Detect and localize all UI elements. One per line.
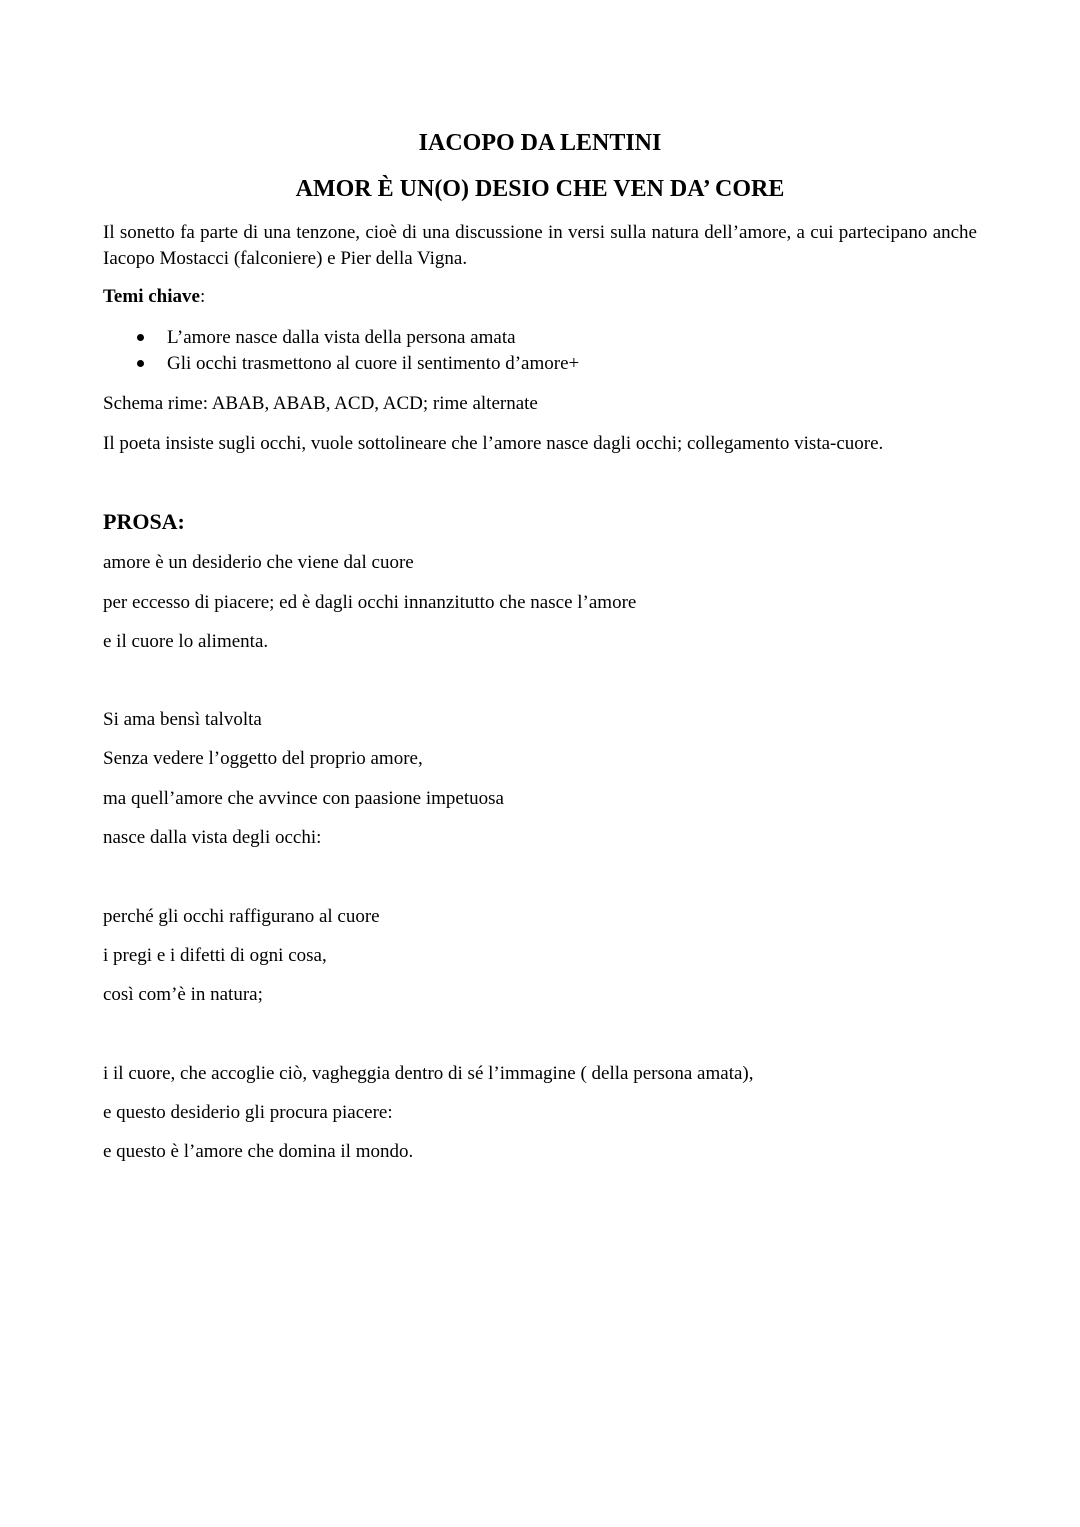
prose-line: per eccesso di piacere; ed è dagli occhi innanzitutto che nasce l’amore [103,592,637,613]
prose-line: e questo desiderio gli procura piacere: [103,1102,393,1123]
key-themes-label: Temi chiave [103,286,200,307]
bullet-icon [137,334,144,341]
key-themes-heading [103,284,205,310]
document-title: IACOPO DA LENTINI [418,130,662,156]
list-item [137,351,579,377]
prose-line: nasce dalla vista degli occhi: [103,827,322,848]
intro-paragraph: Il sonetto fa parte di una tenzone, cioè di una discussione in versi sulla natura dell’amore, a cui partecipano anche Iacopo Mostacci (falconiere) e Pier della Vigna. [103,222,977,269]
prose-line: e il cuore lo alimenta. [103,631,269,652]
prose-heading: PROSA: [103,509,185,534]
list-item-text: L’amore nasce dalla vista della persona amata [167,327,516,348]
rhyme-scheme: Schema rime: ABAB, ABAB, ACD, ACD; rime alternate [103,393,538,414]
poem-title: AMOR È UN(O) DESIO CHE VEN DA’ CORE [295,176,785,202]
key-themes-list [137,325,579,377]
prose-line: ma quell’amore che avvince con paasione impetuosa [103,788,504,809]
prose-line: e questo è l’amore che domina il mondo. [103,1141,414,1162]
prose-line: così com’è in natura; [103,984,263,1005]
prose-line: perché gli occhi raffigurano al cuore [103,906,380,927]
list-item-text: Gli occhi trasmettono al cuore il sentimento d’amore+ [167,353,580,374]
commentary: Il poeta insiste sugli occhi, vuole sottolineare che l’amore nasce dagli occhi; collegamento vista-cuore. [103,433,884,454]
prose-line: i pregi e i difetti di ogni cosa, [103,945,327,966]
prose-line: i il cuore, che accoglie ciò, vagheggia dentro di sé l’immagine ( della persona amata), [103,1063,754,1084]
key-themes-colon: : [199,286,206,307]
prose-line: Si ama bensì talvolta [103,709,262,730]
prose-line: Senza vedere l’oggetto del proprio amore, [103,748,423,769]
prose-line: amore è un desiderio che viene dal cuore [103,552,414,573]
bullet-icon [137,360,144,367]
list-item [137,325,579,351]
